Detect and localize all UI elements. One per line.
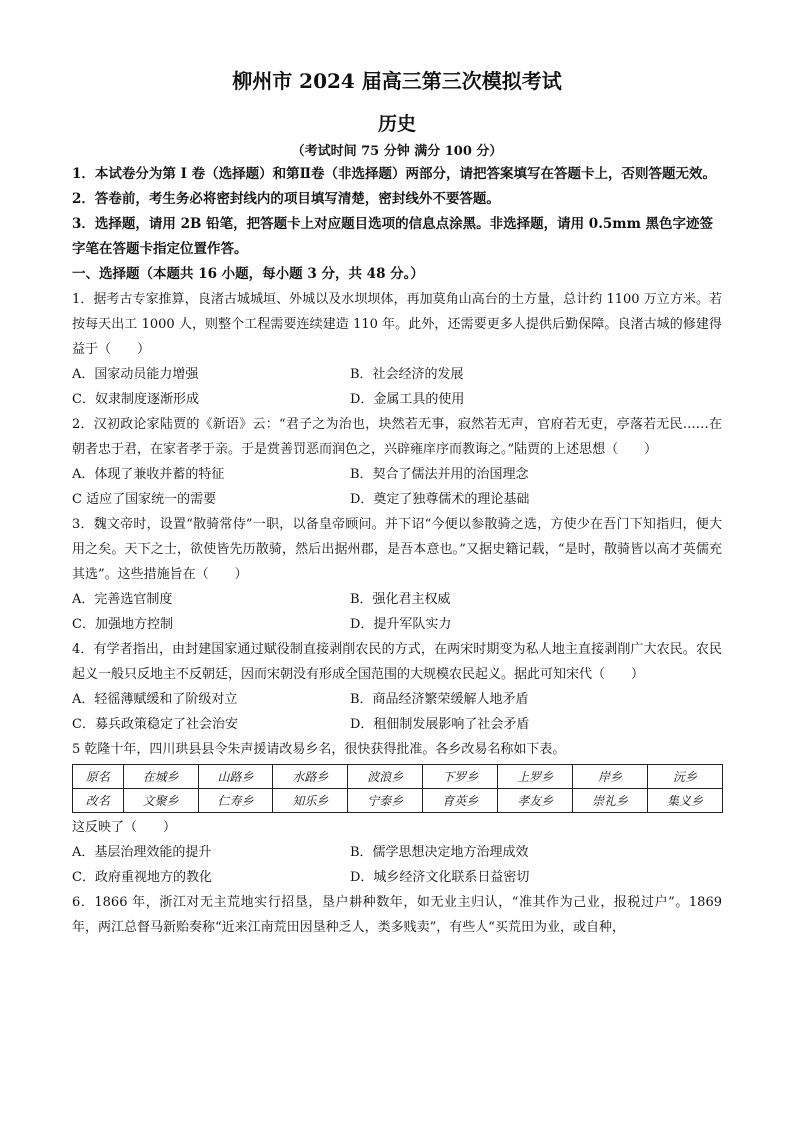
table-cell: 上罗乡 (498, 765, 573, 789)
option-b: B．契合了儒法并用的治国理念 (350, 467, 529, 482)
question-4-options (72, 687, 722, 737)
table-cell: 育英乡 (423, 789, 498, 813)
option-d: D．城乡经济文化联系日益密切 (350, 870, 530, 885)
table-cell: 岸乡 (573, 765, 648, 789)
question-3-options (72, 587, 722, 637)
table-cell: 水路乡 (273, 765, 348, 789)
table-cell: 仁寿乡 (198, 789, 273, 813)
table-cell: 崇礼乡 (573, 789, 648, 813)
option-d: D．奠定了独尊儒术的理论基础 (350, 492, 530, 507)
table-cell: 知乐乡 (273, 789, 348, 813)
question-5-prompt: 这反映了（ ） (72, 820, 177, 835)
option-a: A．体现了兼收并蓄的特征 (72, 467, 225, 482)
table-cell: 孝友乡 (498, 789, 573, 813)
table-cell: 宁泰乡 (348, 789, 423, 813)
option-d: D．提升军队实力 (350, 617, 452, 632)
exam-info: （考试时间 75 分钟 满分 100 分） (291, 144, 503, 159)
notice-3: 3．选择题，请用 2B 铅笔，把答题卡上对应题目选项的信息点涂黑。非选择题，请用 0.5mm 黑色字迹签字笔在答题卡指定位置作答。 (72, 216, 714, 257)
exam-title: 柳州市 2024 届高三第三次模拟考试 (232, 69, 562, 93)
question-5-options (72, 840, 722, 890)
notice-1: 1．本试卷分为第 I 卷（选择题）和第Ⅱ卷（非选择题）两部分，请把答案填写在答题卡上，否则答题无效。 (72, 166, 716, 182)
table-cell: 文聚乡 (123, 789, 198, 813)
table-row (73, 789, 723, 813)
notice-2: 2．答卷前，考生务必将密封线内的项目填写清楚，密封线外不要答题。 (72, 191, 500, 207)
question-3-stem: 3．魏文帝时，设置“散骑常侍”一职，以备皇帝顾问。并下诏“今便以参散骑之选，方使少在吾门下知指归，便大用之矣。天下之士，欲使皆先历散骑，然后出据州郡，是吾本意也。”又据史籍记载，“是时，散骑皆以高才英儒充其选”。这些措施旨在（ ） (72, 517, 722, 582)
option-c: C．奴隶制度逐渐形成 (72, 392, 199, 407)
question-2-stem: 2．汉初政论家陆贾的《新语》云：“君子之为治也，块然若无事，寂然若无声，官府若无吏，亭落若无民……在朝者忠于君，在家者孝于亲。于是赏善罚恶而润色之，兴辟雍庠序而教诲之。”陆贾的上述思想（ ） (72, 417, 722, 457)
option-a: A．完善选官制度 (72, 592, 173, 607)
option-d: D．租佃制发展影响了社会矛盾 (350, 717, 530, 732)
question-5-stem: 5 乾隆十年，四川珙县县令朱声援请改易乡名，很快获得批准。各乡改易名称如下表。 (72, 742, 566, 757)
subject-title: 历史 (377, 113, 416, 135)
question-1-options (72, 362, 722, 412)
section-title: 一、选择题（本题共 16 小题，每小题 3 分，共 48 分。） (72, 266, 424, 282)
table-cell: 集义乡 (647, 789, 722, 813)
table-cell: 在城乡 (123, 765, 198, 789)
option-c: C．政府重视地方的教化 (72, 870, 212, 885)
table-cell: 原名 (73, 765, 124, 789)
option-a: A．国家动员能力增强 (72, 367, 199, 382)
table-cell: 沅乡 (647, 765, 722, 789)
option-a: A．轻徭薄赋缓和了阶级对立 (72, 692, 238, 707)
option-d: D．金属工具的使用 (350, 392, 465, 407)
question-2-options (72, 462, 722, 512)
option-b: B．社会经济的发展 (350, 367, 464, 382)
option-b: B．商品经济繁荣缓解人地矛盾 (350, 692, 529, 707)
option-a: A．基层治理效能的提升 (72, 845, 212, 860)
option-b: B．强化君主权威 (350, 592, 451, 607)
table-cell: 波浪乡 (348, 765, 423, 789)
table-cell: 山路乡 (198, 765, 273, 789)
table-cell: 改名 (73, 789, 124, 813)
question-4-stem: 4．有学者指出，由封建国家通过赋役制直接剥削农民的方式，在两宋时期变为私人地主直接剥削广大农民。农民起义一般只反地主不反朝廷，因而宋朝没有形成全国范围的大规模农民起义。据此可知宋代（ ） (72, 642, 722, 682)
option-c: C 适应了国家统一的需要 (72, 492, 217, 507)
option-c: C．加强地方控制 (72, 617, 173, 632)
option-c: C．募兵政策稳定了社会治安 (72, 717, 238, 732)
question-6-stem: 6．1866 年，浙江对无主荒地实行招垦，垦户耕种数年，如无业主归认，“准其作为己业，报税过户”。1869 年，两江总督马新贻奏称“近来江南荒田因垦种乏人，类多贱卖”，有些人“买荒田为业，或自种， (72, 895, 722, 935)
exam-page (72, 66, 722, 940)
table-cell: 下罗乡 (423, 765, 498, 789)
rename-table (72, 764, 723, 813)
table-row (73, 765, 723, 789)
question-1-stem: 1．据考古专家推算，良渚古城城垣、外城以及水坝坝体，再加莫角山高台的土方量，总计约 1100 万立方米。若按每天出工 1000 人，则整个工程需要连续建造 110 年。此外，还需要更多人提供后勤保障。良渚古城的修建得益于（ ） (72, 292, 722, 357)
option-b: B．儒学思想决定地方治理成效 (350, 845, 529, 860)
